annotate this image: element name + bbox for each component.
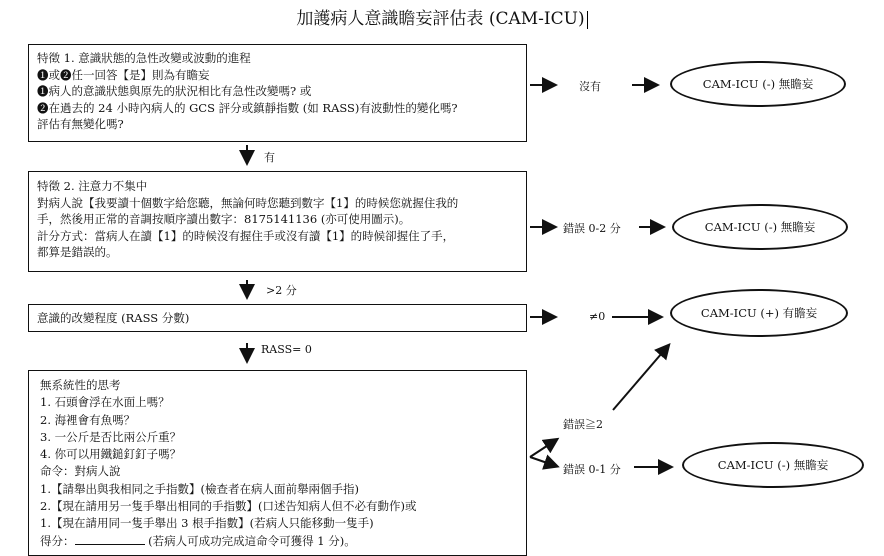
feature3-text: 意識的改變程度 (RASS 分數) [37,311,190,325]
label-errge2: 錯誤≧2 [563,418,603,431]
command-item: 2.【現在請用另一隻手舉出相同的手指數】(口述告知病人但不必有動作)或 [40,499,417,514]
question-item: 4. 你可以用鐵鎚釘釘子嗎？ [40,447,182,462]
diag-arrow [613,346,668,410]
command-label: 命令：對病人說 [40,464,121,479]
feature4-heading: 無系統性的思考 [40,378,121,392]
title-text: 加護病人意識瞻妄評估表 (CAM-ICU) [296,9,585,29]
result-oval-1 [670,61,846,107]
branch-down [530,457,556,466]
label-yes: 有 [264,151,275,164]
feature3-box [28,304,527,332]
result-text: CAM-ICU (+) 有瞻妄 [700,306,818,320]
feature2-line: 手，然後用正常的音調按順序讀出數字：8175141136 (亦可使用圖示)。 [37,212,411,226]
result-oval-4 [682,442,864,488]
score-label: 得分： [40,533,75,548]
result-oval-3 [670,289,848,337]
label-none: 沒有 [579,80,601,93]
feature1-line: 評估有無變化嗎? [37,117,124,131]
result-text: CAM-ICU (-) 無瞻妄 [702,77,814,91]
score-blank [75,533,145,545]
feature4-box [28,370,527,556]
feature2-line: 對病人說【我要讀十個數字給您聽，無論何時您聽到數字【1】的時候您就握住我的 [37,195,459,210]
question-item: 3. 一公斤是否比兩公斤重？ [40,429,182,444]
feature1-line: ❷在過去的 24 小時內病人的 GCS 評分或鎮靜指數 (如 RASS)有波動性的變化嗎? [37,100,458,115]
score-line [40,533,526,550]
result-oval-2 [672,204,848,250]
feature2-box [28,171,527,272]
feature1-heading: 特徵 1. 意識狀態的急性改變或波動的進程 [37,51,251,65]
branch-up [530,440,556,457]
feature1-box [28,44,527,142]
feature2-line: 都算是錯誤的。 [37,245,118,259]
label-gt2: >2 分 [266,284,297,297]
feature2-line: 計分方式：當病人在讀【1】的時候沒有握住手或沒有讀【1】的時候卻握住了手， [37,228,455,243]
feature1-line: ❶或❷任一回答【是】則為有瞻妄 [37,67,210,82]
question-item: 1. 石頭會浮在水面上嗎？ [40,395,170,410]
label-err01: 錯誤 0-1 分 [563,463,621,476]
command-item: 1.【請舉出與我相同之手指數】(檢查者在病人面前舉兩個手指) [40,481,359,496]
label-err02: 錯誤 0-2 分 [563,222,621,235]
command-item: 1.【現在請用同一隻手舉出 3 根手指數】(若病人只能移動一隻手) [40,516,374,531]
feature1-line: ❶病人的意識狀態與原先的狀況相比有急性改變嗎? 或 [37,84,312,98]
feature2-heading: 特徵 2. 注意力不集中 [37,179,148,193]
score-note: (若病人可成功完成這命令可獲得 1 分)。 [148,533,356,548]
question-item: 2. 海裡會有魚嗎？ [40,412,136,427]
label-neq0: ≠0 [589,310,606,323]
result-text: CAM-ICU (-) 無瞻妄 [704,220,816,234]
label-rass0: RASS= 0 [261,343,312,356]
result-text: CAM-ICU (-) 無瞻妄 [717,458,829,472]
